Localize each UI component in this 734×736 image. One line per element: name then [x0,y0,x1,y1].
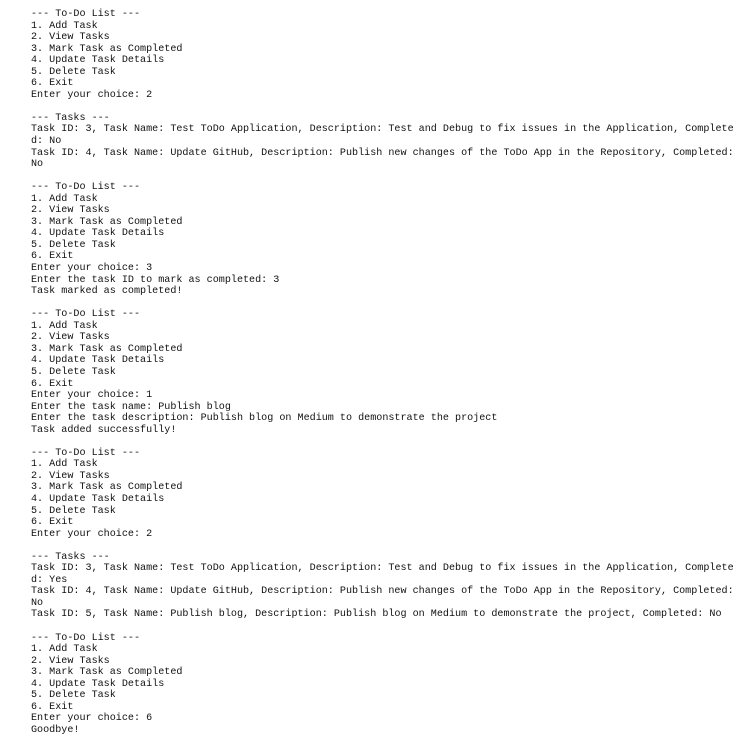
console-line: Enter your choice: 3 [31,263,153,275]
blank-line [31,101,691,113]
console-line: Enter the task name: Publish blog [31,401,231,413]
console-line: 3. Mark Task as Completed [31,667,183,679]
console-line: 2. View Tasks [31,332,110,344]
console-line: 6. Exit [31,517,74,529]
console-line: Task ID: 4, Task Name: Update GitHub, Description: Publish new changes of the ToDo App in the Repository, Completed: [31,147,734,159]
blank-line [31,298,691,310]
console-lines [31,9,734,736]
console-line: --- Tasks --- [31,551,110,563]
console-line: 6. Exit [31,701,74,713]
blank-line [31,540,691,552]
console-line: --- To-Do List --- [31,9,141,20]
console-line: No [31,159,44,171]
console-line: 3. Mark Task as Completed [31,216,183,228]
console-line: 5. Delete Task [31,690,116,702]
console-line: d: No [31,136,62,148]
blank-line [31,436,691,448]
console-line: Enter your choice: 2 [31,89,153,101]
console-line: Enter your choice: 6 [31,713,153,725]
console-line: Task ID: 3, Task Name: Test ToDo Application, Description: Test and Debug to fix issues in the Application, Complete [31,563,734,575]
console-line: No [31,597,44,609]
console-line: Task added successfully! [31,424,177,436]
console-line: Enter your choice: 1 [31,390,153,402]
console-line: 6. Exit [31,378,74,390]
console-line: 3. Mark Task as Completed [31,343,183,355]
blank-line [31,171,691,183]
console-line: 1. Add Task [31,193,98,205]
console-line: 2. View Tasks [31,655,110,667]
console-line: 5. Delete Task [31,505,116,517]
console-line: d: Yes [31,574,68,586]
console-line: Enter the task ID to mark as completed: 3 [31,274,280,286]
console-line: 1. Add Task [31,320,98,332]
console-line: Task ID: 4, Task Name: Update GitHub, Description: Publish new changes of the ToDo App in the Repository, Completed: [31,586,734,598]
console-line: 2. View Tasks [31,205,110,217]
console-line: Task marked as completed! [31,286,183,298]
console-line: 5. Delete Task [31,66,116,78]
console-line: 4. Update Task Details [31,493,165,505]
console-line: Enter your choice: 2 [31,528,153,540]
console-line: --- To-Do List --- [31,632,141,644]
console-line: Task ID: 5, Task Name: Publish blog, Description: Publish blog on Medium to demonstrate the project, Completed: No [31,609,722,621]
console-line: 3. Mark Task as Completed [31,482,183,494]
console-line: 5. Delete Task [31,239,116,251]
console-line: --- To-Do List --- [31,182,141,194]
console-line: 1. Add Task [31,644,98,656]
console-line: 5. Delete Task [31,366,116,378]
console-line: Task ID: 3, Task Name: Test ToDo Application, Description: Test and Debug to fix issues in the Application, Complete [31,124,734,136]
console-line: Goodbye! [31,724,80,736]
console-line: 4. Update Task Details [31,228,165,240]
console-line: 6. Exit [31,251,74,263]
console-line: --- To-Do List --- [31,447,141,459]
console-line: 4. Update Task Details [31,55,165,67]
console-line: 4. Update Task Details [31,355,165,367]
console-line: 3. Mark Task as Completed [31,43,183,55]
console-line: Enter the task description: Publish blog on Medium to demonstrate the project [31,413,498,425]
console-line: 6. Exit [31,78,74,90]
console-line: 1. Add Task [31,459,98,471]
console-line: --- To-Do List --- [31,309,141,321]
console-line: --- Tasks --- [31,112,110,124]
console-line: 2. View Tasks [31,32,110,44]
console-line: 2. View Tasks [31,470,110,482]
blank-line [31,621,691,633]
console-line: 4. Update Task Details [31,678,165,690]
console-line: 1. Add Task [31,20,98,32]
